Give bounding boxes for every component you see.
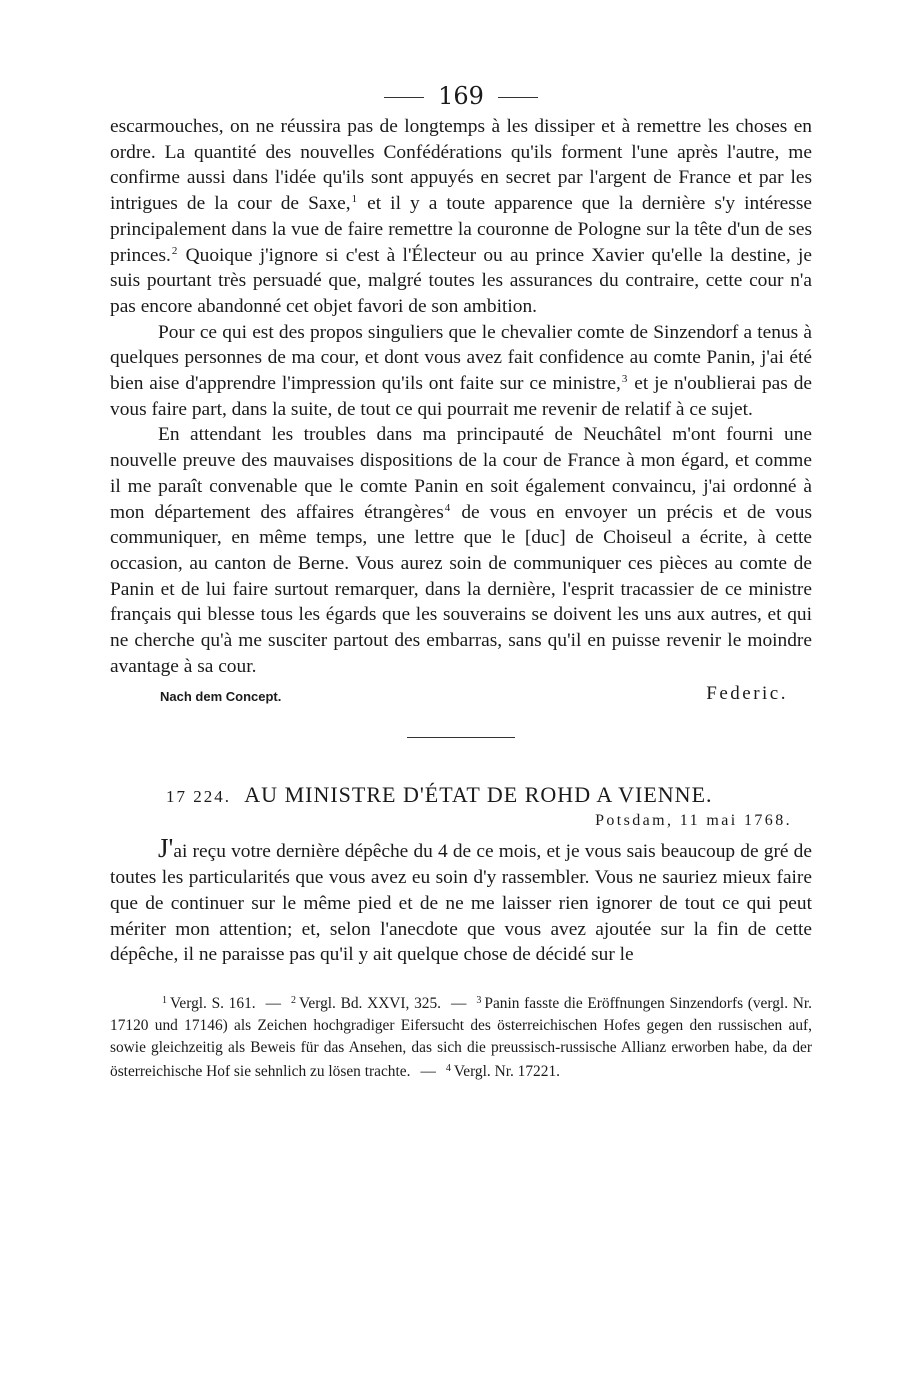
header-dash-right [498,97,538,98]
signature: Federic. [706,683,788,705]
footnote [446,1063,560,1080]
footnote [291,995,441,1012]
letter-continuation [110,114,812,679]
footnote-mark: 2 [291,994,296,1006]
letter-title: AU MINISTRE D'ÉTAT DE ROHD A VIENNE. [244,782,713,808]
letter-number: 17 224. [166,787,231,807]
footnote-mark: 1 [162,994,167,1006]
paragraph-text: Quoique j'ignore si c'est à l'Électeur ou au prince Xavier qu'elle la destine, je suis pourtant très persuadé que, malgré toutes les assurances du contraire, cette cour n'a pas encore abandonné cet objet favori de son ambition. [110,244,812,317]
paragraph [110,114,812,320]
footnote-ref[interactable]: 3 [621,373,628,386]
paragraph-text: et je n'oublierai pas de vous faire part, dans la suite, de tout ce qui pourrait me revenir de relatif à ce sujet. [110,373,812,420]
footnote-mark: 4 [445,1063,451,1075]
footnote-block [110,990,812,1083]
footnote-text: Vergl. Bd. XXVI, 325. [299,994,442,1012]
letter-body [110,833,812,968]
footnote-text: Panin fasste die Eröffnungen Sinzendorfs (vergl. Nr. 17120 und 17146) als Zeichen hochgradiger Eifersucht des österreichischen Hofes gegen den russischen auf, sowie gleichzeitig als Beweis für das Ansehen, das sich die preussisch-russische Allianz erworben habe, da der österreichische Hof sie sehnlich zu lösen trachte. [110,994,812,1081]
paragraph-text: Pour ce qui est des propos singuliers que le chevalier comte de Sinzendorf a tenus à quelques personnes de ma cour, et dont vous avez fait confidence au comte Panin, j'ai été bien aise d'apprendre l'impression qu'ils ont faite sur ce ministre, [110,321,812,395]
closing-row [110,681,812,711]
footnote-mark: 3 [476,994,482,1006]
paragraph-text: En attendant les troubles dans ma principauté de Neuchâtel m'ont fourni une nouvelle preuve des mauvaises dispositions de la cour de France à mon égard, et comme il me paraît convenable que le comte Panin en soit également convaincu, j'ai ordonné à mon département des affaires étrangères [110,424,812,523]
source-note: Nach dem Concept. [160,689,282,705]
footnote [162,995,256,1012]
paragraph [110,320,812,423]
footnote-text: Vergl. S. 161. [170,994,256,1012]
section-divider [407,737,515,738]
paragraph-text: de vous en envoyer un précis et de vous communiquer, en même temps, une lettre que le [duc] de Choiseul a écrite, à cette occasion, au canton de Berne. Vous aurez soin de communiquer ces pièces au comte de Panin et de lui faire surtout remarquer, dans la dernière, l'esprit tracassier de ce ministre français qui blesse tous les égards que les souverains se doivent les uns aux autres, et qui ne cherche qu'à me susciter partout des embarras, sans qu'il en puisse revenir le moindre avantage à sa cour. [110,501,812,677]
footnote-separator: — [451,994,467,1012]
footnote-ref[interactable]: 1 [351,193,358,206]
paragraph-text: et il y a toute apparence que la dernière s'y intéresse principalement dans la vue de faire remettre la couronne de Pologne sur la tête d'un de ses princes. [110,193,812,266]
footnote-separator: — [420,1063,436,1081]
footnote-ref[interactable]: 2 [171,244,178,257]
footnote-ref[interactable]: 4 [444,501,451,514]
footnote-text: Vergl. Nr. 17221. [453,1063,560,1081]
page-number: 169 [438,82,484,110]
document-page [110,78,812,1083]
footnotes [110,990,812,1083]
paragraph-text: escarmouches, on ne réussira pas de longtemps à les dissiper et à remettre les choses en ordre. La quantité des nouvelles Confédérations qu'ils forment l'une après l'autre, me confirme aussi dans l'idée qu'ils sont appuyés en secret par l'argent de France et par les intrigues de la cour de Saxe, [110,116,812,215]
paragraph [110,422,812,679]
header-dash-left [384,97,424,98]
footnote-separator: — [265,994,281,1012]
letter-heading [110,782,812,808]
letter-dateline: Potsdam, 11 mai 1768. [595,812,792,830]
page-header [110,78,812,114]
letter-text: J'ai reçu votre dernière dépêche du 4 de ce mois, et je vous sais beaucoup de gré de toutes les particularités que vous avez eu soin d'y rassembler. Vous ne sauriez mieux faire que de continuer sur le même pied et de ne me laisser rien ignorer de tout ce qui peut mériter mon attention; et, selon l'anecdote que vous avez ajoutée sur la fin de cette dépêche, il ne paraisse pas qu'il y ait quelque chose de décidé sur le [110,833,812,966]
